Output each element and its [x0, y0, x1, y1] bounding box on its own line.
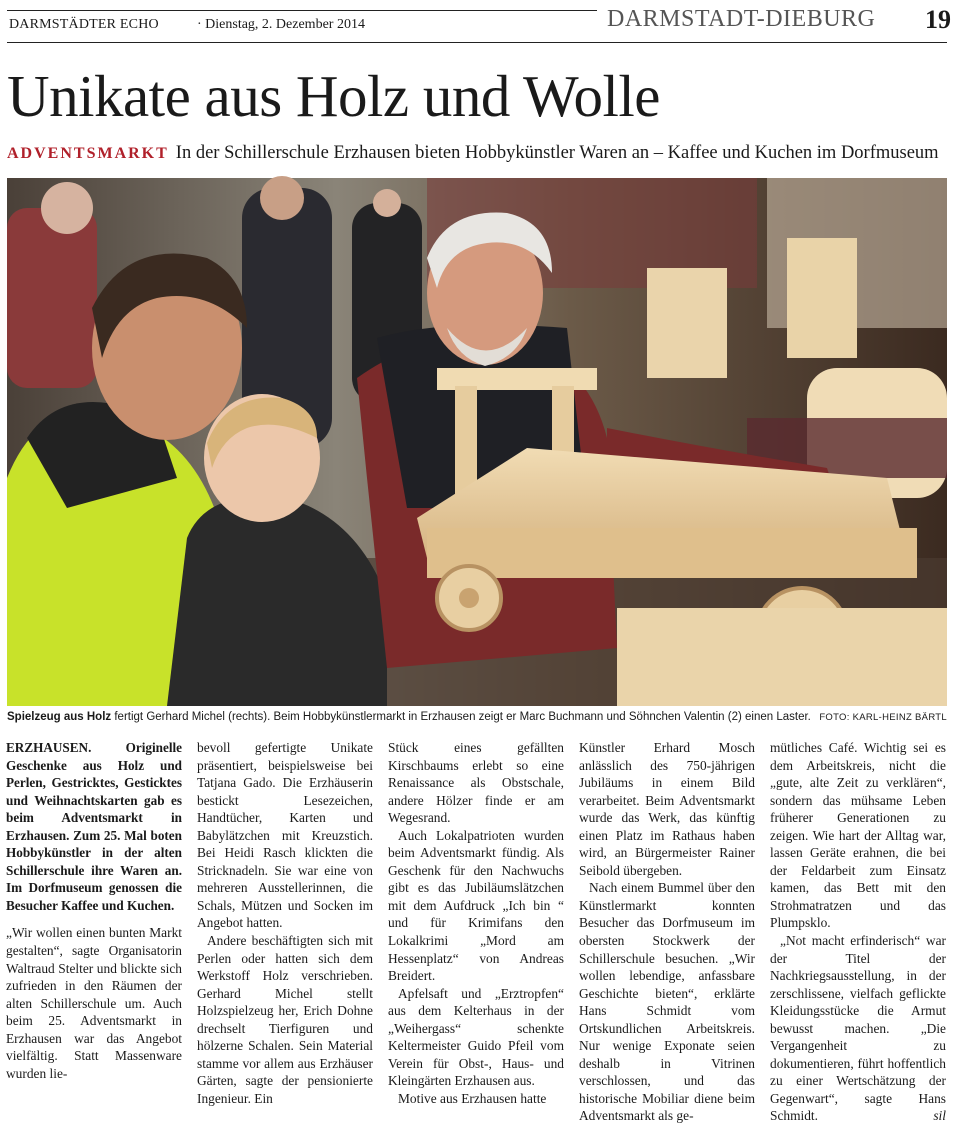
- issue-date: · Dienstag, 2. Dezember 2014: [197, 17, 365, 32]
- body-paragraph: Apfelsaft und „Erztropfen“ aus dem Kelterhaus in der „Weihergass“ schenkte Keltermeister Guido Pfeil vom Verein für Obst-, Haus- und Kleingärten Erzhausen aus.: [388, 985, 564, 1089]
- article-column-2: [197, 739, 373, 1107]
- article-column-5: [770, 739, 946, 1125]
- article-column-3: [388, 739, 564, 1107]
- bg-person-1-head: [260, 176, 304, 220]
- subline-text: In der Schillerschule Erzhausen bieten Hobbykünstler Waren an – Kaffee und Kuchen im Dorfmuseum: [175, 143, 939, 163]
- paper-name: DARMSTÄDTER ECHO: [9, 17, 159, 32]
- header-rule-bottom: [7, 42, 947, 43]
- wooden-box: [617, 608, 947, 706]
- photo-caption: [7, 711, 947, 729]
- photo-credit: FOTO: KARL-HEINZ BÄRTL: [819, 712, 947, 723]
- wooden-castle: [787, 238, 857, 358]
- body-paragraph: [770, 932, 946, 1125]
- body-paragraph: Auch Lokalpatrioten wurden beim Adventsmarkt fündig. Als Geschenk für den Nachwuchs gibt es das Jubiläumslätzchen mit dem Aufdruck „Ich bin “ und für Krimifans den Lokalkrimi „Mord am Hessenplatz“ von Andreas Breidert.: [388, 827, 564, 984]
- truck-chassis: [427, 528, 917, 578]
- article-column-4: [579, 739, 755, 1125]
- lead-text: Originelle Geschenke aus Holz und Perlen, Gestricktes, Gesticktes und Weihnachtskarten gab es beim Adventsmarkt in Erzhausen. Zum 25. Mal boten Hobbykünstler in der alten Schillerschule ihre Waren an. Im Dorfmuseum genossen die Besucher Kaffee und Kuchen.: [6, 740, 182, 913]
- body-paragraph: Nach einem Bummel über den Künstlermarkt konnten Besucher das Dorfmuseum im obersten Stockwerk der Schillerschule besuchen. „Wir wollen lebendige, anfassbare Geschichte bieten“, erklärte Hans Schmidt vom Ortskundlichen Arbeitskreis. Nur wenige Exponate seien deshalb in Vitrinen verschlossen, und das historische Mobiliar diene beim Adventsmarkt als ge-: [579, 880, 755, 1124]
- truck-hub-front: [459, 588, 479, 608]
- body-paragraph: Künstler Erhard Mosch anlässlich des 750-jährigen Jubiläums in einem Bild verarbeitet. Beim Adventsmarkt wurde das Werk, das künftig einen Platz im Rathaus haben wird, an Bürgermeister Rainer Seibold übergeben.: [579, 740, 755, 878]
- body-paragraph: „Wir wollen einen bunten Markt gestalten“, sagte Organisatorin Waltraud Stelter und blickte sich zufrieden in den Räumen der alten Schillerschule um. Auch beim 25. Adventsmarkt in Erzhausen war das Angebot vielfältig. Statt Massenware wurden lie-: [6, 925, 182, 1081]
- author-signature: sil: [933, 1108, 946, 1124]
- photo-illustration: [7, 178, 947, 706]
- body-paragraph-text: „Not macht erfinderisch“ war der Titel der Nachkriegsausstellung, in der zerschlissene, vielfach geflickte Kleidungsstücke die Armut bewusst machen. „Die Vergangenheit zu dokumentieren, führt hoffentlich zu einer Wertschätzung der Gegenwart“, sagte Hans Schmidt.: [770, 933, 946, 1124]
- caption-lead: Spielzeug aus Holz: [7, 711, 112, 723]
- body-paragraph: Stück eines gefällten Kirschbaums erlebt so eine Renaissance als Obstschale, andere Hölzer finde er am Wegesrand.: [388, 740, 564, 826]
- caption-text: fertigt Gerhard Michel (rechts). Beim Hobbykünstlermarkt in Erzhausen zeigt er Marc Buchmann und Söhnchen Valentin (2) einen Laster.: [111, 711, 811, 723]
- article-headline: Unikate aus Holz und Wolle: [7, 63, 660, 129]
- wooden-figure: [647, 268, 727, 378]
- body-paragraph: bevoll gefertigte Unikate präsentiert, beispielsweise bei Tatjana Gado. Die Erzhäuserin bestickt Lesezeichen, Handtücher, Karten und Babylätzchen mit Kreuzstich. Bei Heidi Rasch klickten die Stricknadeln. Sie war eine von mehreren Ausstellerinnen, die Schals, Mützen und Socken im Angebot hatten.: [197, 740, 373, 931]
- article-photo: [7, 178, 947, 706]
- kicker: ADVENTSMARKT: [7, 145, 169, 162]
- bg-person-3-head: [41, 182, 93, 234]
- bg-person-2-head: [373, 189, 401, 217]
- lead-place: ERZHAUSEN.: [6, 740, 92, 755]
- article-lead: [6, 739, 182, 914]
- header-rule-top: [7, 10, 597, 11]
- body-paragraph: mütliches Café. Wichtig sei es dem Arbeitskreis, nicht die „gute, alte Zeit zu verklären“, sondern das mühsame Leben früherer Generationen zu zeigen. Wie hart der Alltag war, lassen Geräte erahnen, die bei der Feldarbeit zum Einsatz kamen, das Bett mit den Strohmatratzen und das Plumpsklo.: [770, 740, 946, 931]
- page-number: 19: [925, 5, 951, 34]
- body-paragraph: Motive aus Erzhausen hatte: [398, 1090, 547, 1106]
- body-paragraph: Andere beschäftigten sich mit Perlen oder hatten sich dem Werkstoff Holz verschrieben. Gerhard Michel stellt Holzspielzeug her, Erich Dohne drechselt Tierfiguren und hölzerne Schalen. Sein Material stamme vor allem aus Erzhäuser Gärten, sagte der pensionierte Ingenieur. Ein: [197, 933, 373, 1106]
- section-name: DARMSTADT-DIEBURG: [607, 6, 876, 32]
- article-column-1: [6, 739, 182, 1082]
- page-header: [7, 5, 951, 40]
- article-subline: [7, 143, 939, 164]
- bg-person-3: [7, 208, 97, 388]
